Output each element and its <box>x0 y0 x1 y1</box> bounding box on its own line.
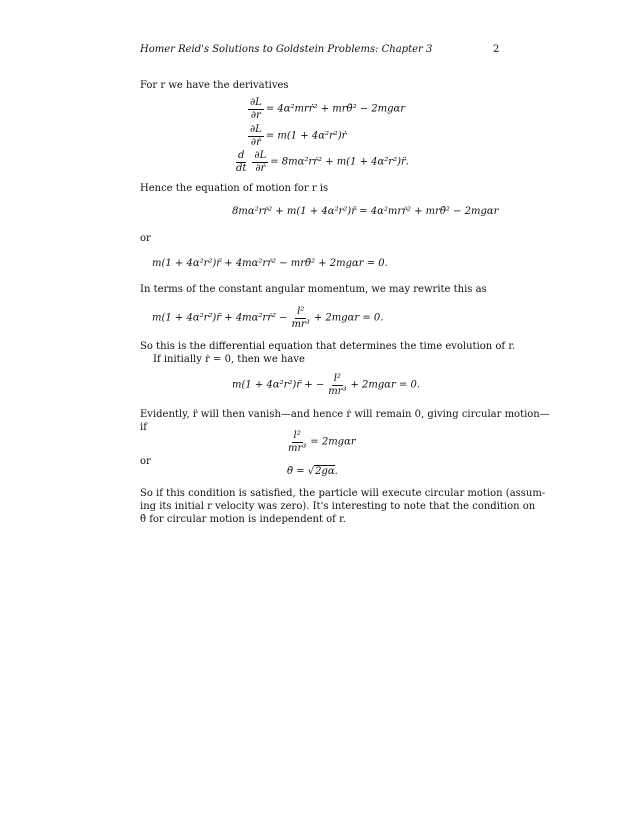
equation-theta-dot <box>287 466 338 477</box>
fraction-dL-drdot <box>248 124 264 148</box>
equation-rhs: = 4α²mrṙ² + mrθ̇² − 2mgαr <box>265 103 406 115</box>
paragraph-circular-motion-line1: Evidently, r̈ will then vanish—and hence ṙ will remain 0, giving circular motion— <box>140 409 550 420</box>
equation-initial-rdot-zero <box>232 373 420 397</box>
fraction-numerator: ∂L <box>250 124 262 135</box>
sqrt-sign: √ <box>307 466 315 477</box>
equation-period: . <box>334 466 338 477</box>
fraction-denominator: mr³ <box>328 385 347 397</box>
equation-rhs: = 2mgαr <box>310 436 356 448</box>
fraction-l2-mr3 <box>290 306 312 330</box>
page-number: 2 <box>493 44 500 55</box>
fraction-dL-drdot <box>252 150 268 174</box>
equation-rhs: + 2mgαr = 0. <box>313 312 384 324</box>
fraction-d-dt <box>234 150 248 174</box>
paragraph-differential-equation: So this is the differential equation that determines the time evolution of r. <box>140 341 516 352</box>
fraction-numerator: l² <box>333 373 341 384</box>
fraction-denominator: mr³ <box>288 442 307 454</box>
paragraph-initial-condition: If initially ṙ = 0, then we have <box>153 354 305 365</box>
sqrt-radicand: 2gα <box>315 466 335 477</box>
equation-of-motion-rearranged: m(1 + 4α²r²)r̈ + 4mα²rṙ² − mrθ̇² + 2mgαr = 0. <box>152 258 388 269</box>
fraction-l2-mr3 <box>326 373 348 397</box>
paragraph-angular-momentum: In terms of the constant angular momentum, we may rewrite this as <box>140 284 487 295</box>
equation-dL-dr <box>246 97 405 121</box>
equation-rhs: = 8mα²rṙ² + m(1 + 4α²r²)r̈. <box>270 156 409 168</box>
fraction-dL-dr <box>248 97 264 121</box>
paragraph-conclusion-line3: θ̇ for circular motion is independent of r. <box>140 514 346 525</box>
fraction-denominator: ∂ṙ <box>250 136 261 148</box>
equation-lhs: m(1 + 4α²r²)r̈ + 4mα²rṙ² − <box>152 312 288 324</box>
fraction-numerator: l² <box>293 430 301 441</box>
fraction-denominator: ∂ṙ <box>255 162 266 174</box>
equation-lhs: θ̇ = <box>287 466 305 477</box>
fraction-denominator: dt <box>236 162 247 174</box>
equation-rhs: + 2mgαr = 0. <box>350 379 421 391</box>
fraction-denominator: mr³ <box>291 318 310 330</box>
paragraph-conclusion-line1: So if this condition is satisfied, the particle will execute circular motion (assum- <box>140 488 546 499</box>
fraction-numerator: d <box>238 150 245 161</box>
paragraph-equation-of-motion-intro: Hence the equation of motion for r is <box>140 183 329 194</box>
paragraph-derivatives-intro: For r we have the derivatives <box>140 80 289 91</box>
fraction-l2-mr3 <box>286 430 308 454</box>
fraction-denominator: ∂r <box>250 109 261 121</box>
connector-or: or <box>140 233 151 244</box>
equation-ddt-dL-drdot <box>232 150 409 174</box>
fraction-numerator: l² <box>297 306 305 317</box>
equation-rhs: = m(1 + 4α²r²)ṙ <box>265 130 347 142</box>
fraction-numerator: ∂L <box>250 97 262 108</box>
paragraph-conclusion-line2: ing its initial r velocity was zero). It's interesting to note that the condition on <box>140 501 536 512</box>
paragraph-circular-motion-line2: if <box>140 422 147 433</box>
fraction-numerator: ∂L <box>254 150 267 161</box>
equation-circular-condition <box>284 430 356 454</box>
connector-or: or <box>140 456 151 467</box>
equation-lhs: m(1 + 4α²r²)r̈ + − <box>232 379 325 391</box>
equation-angular-momentum-form <box>152 306 383 330</box>
running-header: Homer Reid's Solutions to Goldstein Problems: Chapter 3 <box>140 44 433 55</box>
equation-dL-drdot <box>246 124 346 148</box>
equation-of-motion: 8mα²rṙ² + m(1 + 4α²r²)r̈ = 4α²mrṙ² + mrθ̇² − 2mgαr <box>232 206 499 217</box>
